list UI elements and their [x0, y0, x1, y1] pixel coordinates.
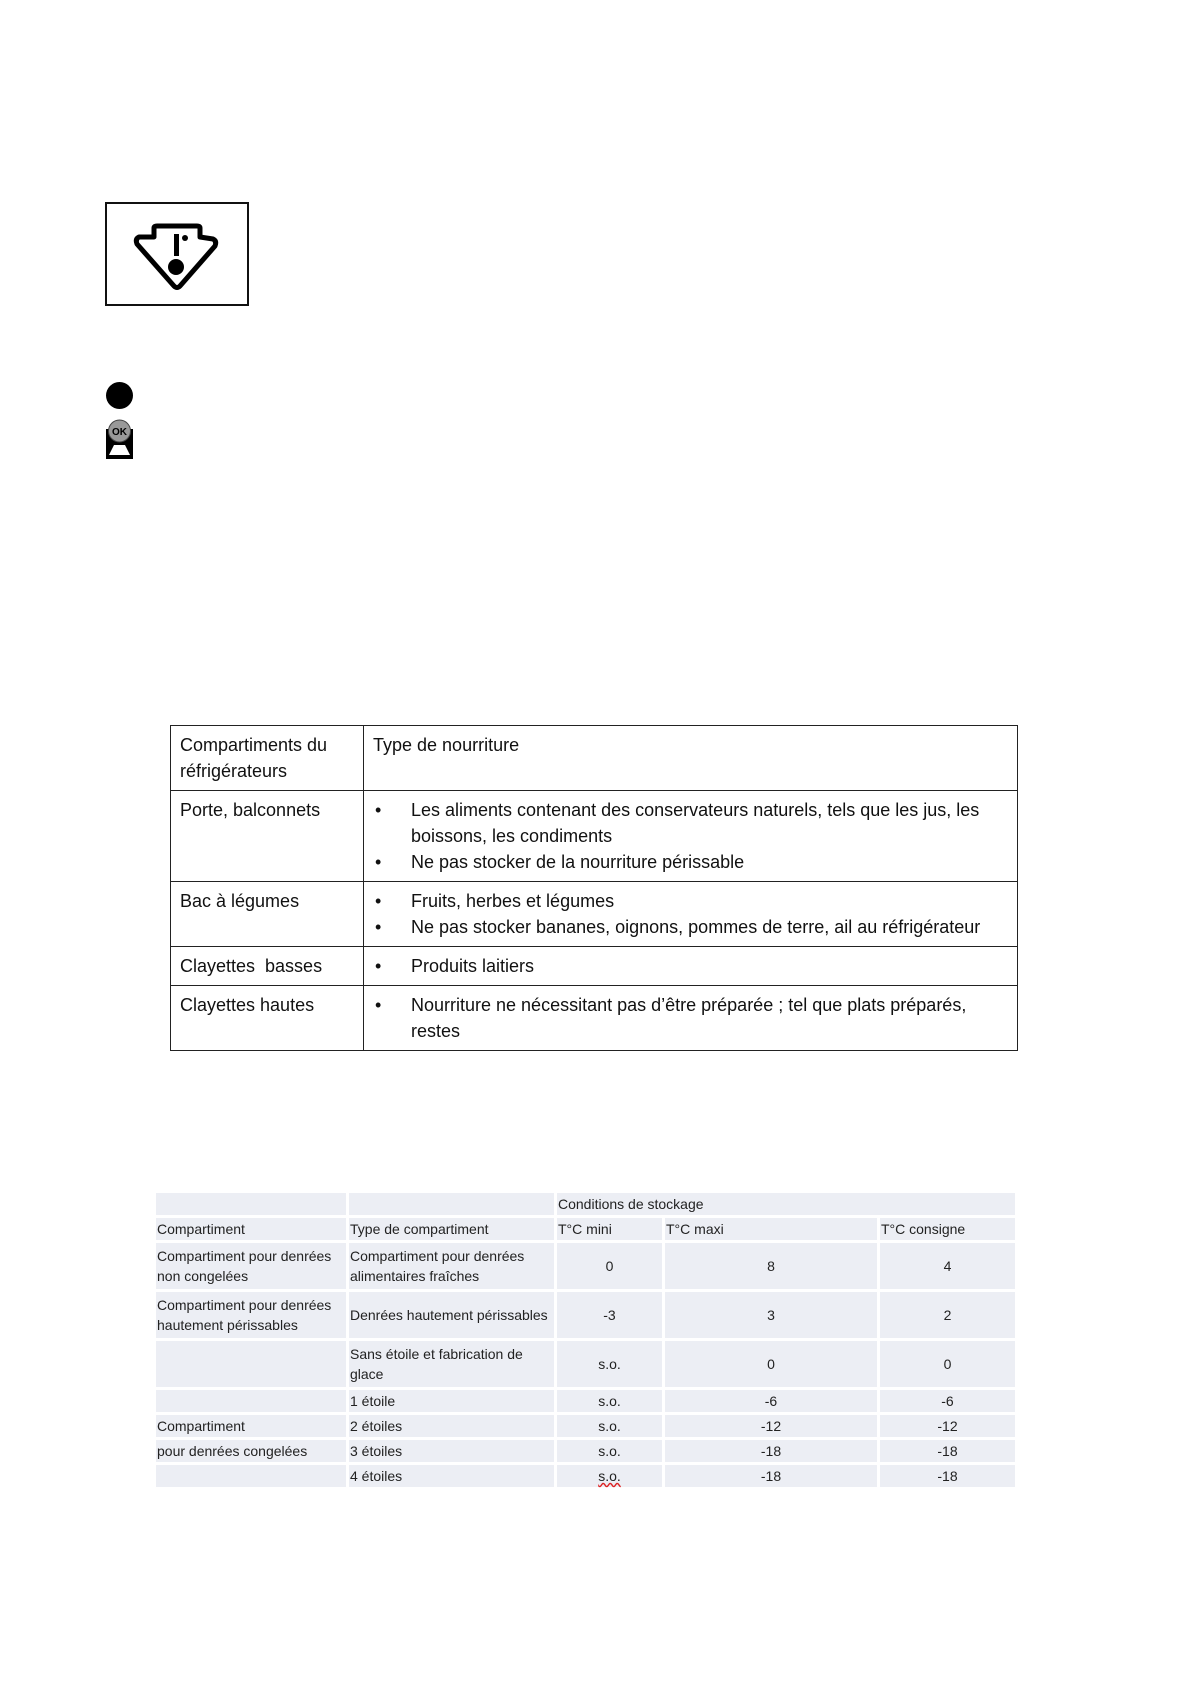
list-item: • Fruits, herbes et légumes: [401, 888, 1008, 914]
table-row: [171, 947, 1018, 986]
max-temp-cell: 3: [665, 1292, 877, 1338]
min-temp-cell: s.o.: [557, 1465, 662, 1487]
type-cell: Compartiment pour denrées alimentaires fraîches: [349, 1243, 554, 1289]
table-header-row: [156, 1218, 1015, 1240]
empty-cell: [349, 1193, 554, 1215]
compartment-cell: [156, 1341, 346, 1387]
header-cell: Compartiments du réfrigérateurs: [171, 726, 364, 791]
food-type-cell: [364, 882, 1018, 947]
header-cell: Compartiment: [156, 1218, 346, 1240]
setpoint-cell: -18: [880, 1465, 1015, 1487]
food-type-cell: [364, 986, 1018, 1051]
header-cell: T°C mini: [557, 1218, 662, 1240]
min-temp-cell: s.o.: [557, 1440, 662, 1462]
empty-cell: [156, 1193, 346, 1215]
compartment-cell: pour denrées congelées: [156, 1440, 346, 1462]
compartment-cell: Clayettes basses: [171, 947, 364, 986]
compartment-cell: Compartiment pour denrées hautement périssables: [156, 1292, 346, 1338]
group-header: Conditions de stockage: [557, 1193, 1015, 1215]
table-row: [156, 1465, 1015, 1487]
black-dot-icon: [106, 382, 133, 409]
header-cell: Type de nourriture: [364, 726, 1018, 791]
min-temp-cell: s.o.: [557, 1415, 662, 1437]
compartment-cell: Bac à légumes: [171, 882, 364, 947]
type-cell: 3 étoiles: [349, 1440, 554, 1462]
min-temp-cell: 0: [557, 1243, 662, 1289]
min-temp-cell: s.o.: [557, 1390, 662, 1412]
svg-text:OK: OK: [112, 427, 127, 438]
type-cell: 4 étoiles: [349, 1465, 554, 1487]
table-header-row: [171, 726, 1018, 791]
max-temp-cell: -6: [665, 1390, 877, 1412]
header-cell: T°C maxi: [665, 1218, 877, 1240]
list-item: • Produits laitiers: [401, 953, 1008, 979]
table-row: [156, 1440, 1015, 1462]
ok-indicator-icon: [106, 419, 133, 459]
table-row: [156, 1292, 1015, 1338]
type-cell: 2 étoiles: [349, 1415, 554, 1437]
max-temp-cell: -18: [665, 1465, 877, 1487]
table-row: [171, 882, 1018, 947]
min-temp-cell: -3: [557, 1292, 662, 1338]
header-cell: Type de compartiment: [349, 1218, 554, 1240]
setpoint-cell: -6: [880, 1390, 1015, 1412]
compartment-cell: [156, 1390, 346, 1412]
food-storage-table: [170, 725, 1018, 1051]
table-row: [171, 791, 1018, 882]
table-row: [156, 1243, 1015, 1289]
storage-conditions-table: [153, 1190, 1018, 1490]
food-warning-icon: [105, 202, 249, 306]
min-temp-cell: s.o.: [557, 1341, 662, 1387]
food-type-cell: [364, 947, 1018, 986]
list-item: • Les aliments contenant des conservateurs naturels, tels que les jus, les boissons, les condiments: [401, 797, 1008, 849]
list-item: • Ne pas stocker de la nourriture périssable: [401, 849, 1008, 875]
compartment-cell: [156, 1465, 346, 1487]
type-cell: Denrées hautement périssables: [349, 1292, 554, 1338]
table-row: [171, 986, 1018, 1051]
compartment-cell: Compartiment: [156, 1415, 346, 1437]
max-temp-cell: -12: [665, 1415, 877, 1437]
max-temp-cell: 8: [665, 1243, 877, 1289]
setpoint-cell: 4: [880, 1243, 1015, 1289]
max-temp-cell: 0: [665, 1341, 877, 1387]
table-row: [156, 1415, 1015, 1437]
table-row: [156, 1390, 1015, 1412]
compartment-cell: Compartiment pour denrées non congelées: [156, 1243, 346, 1289]
list-item: • Ne pas stocker bananes, oignons, pommes de terre, ail au réfrigérateur: [401, 914, 1008, 940]
table-row: [156, 1341, 1015, 1387]
setpoint-cell: 0: [880, 1341, 1015, 1387]
compartment-cell: Clayettes hautes: [171, 986, 364, 1051]
type-cell: 1 étoile: [349, 1390, 554, 1412]
header-cell: T°C consigne: [880, 1218, 1015, 1240]
setpoint-cell: -18: [880, 1440, 1015, 1462]
max-temp-cell: -18: [665, 1440, 877, 1462]
compartment-cell: Porte, balconnets: [171, 791, 364, 882]
setpoint-cell: 2: [880, 1292, 1015, 1338]
list-item: • Nourriture ne nécessitant pas d’être préparée ; tel que plats préparés, restes: [401, 992, 1008, 1044]
food-type-cell: [364, 791, 1018, 882]
group-header-row: [156, 1193, 1015, 1215]
type-cell: Sans étoile et fabrication de glace: [349, 1341, 554, 1387]
setpoint-cell: -12: [880, 1415, 1015, 1437]
